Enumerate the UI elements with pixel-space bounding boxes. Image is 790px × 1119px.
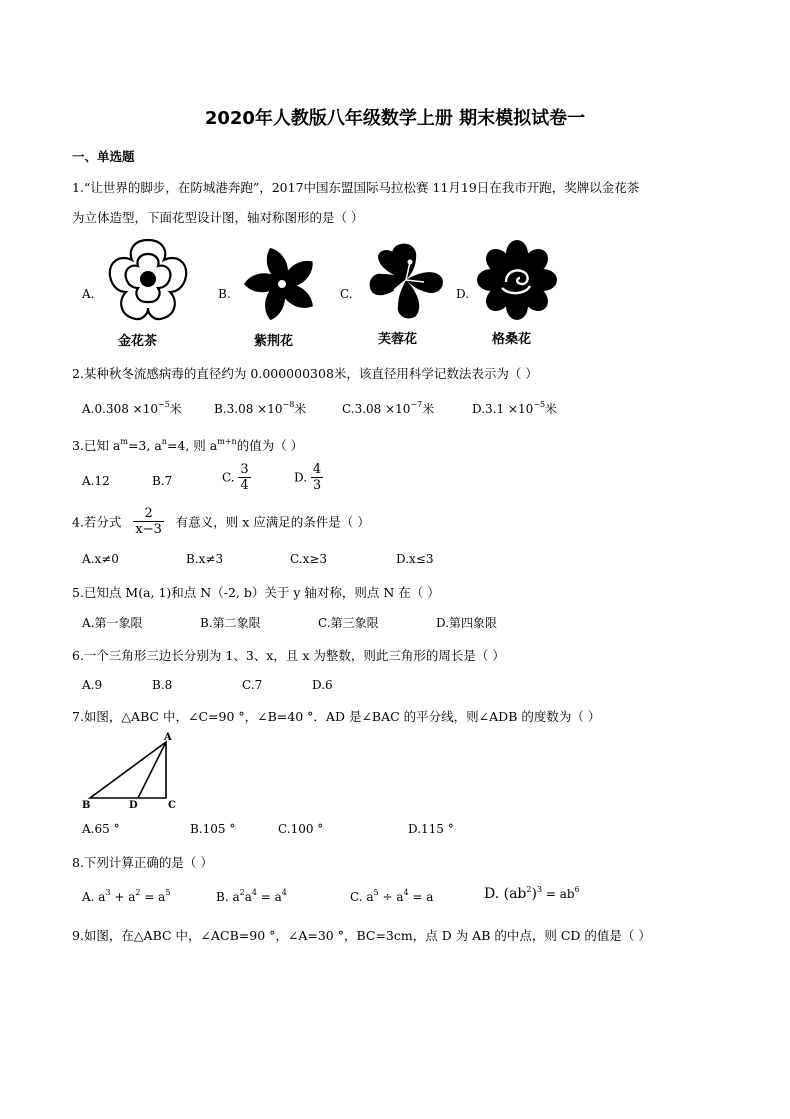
q1-flower-label-d: 格桑花 [492, 332, 532, 347]
q6-text: 6.一个三角形三边长分别为 1、3、x，且 x 为整数，则此三角形的周长是（ ） [72, 648, 505, 663]
q7-option-b: B.105 ° [190, 822, 236, 836]
q4-option-b: B.x≠3 [186, 552, 224, 566]
q5-text: 5.已知点 M(a, 1)和点 N（-2, b）关于 y 轴对称，则点 N 在（ ） [72, 585, 440, 600]
q4-option-d: D.x≤3 [396, 552, 434, 566]
q1-option-d: D. [456, 287, 470, 301]
q6-option-a: A.9 [82, 678, 103, 692]
q8-option-d: D. $(ab^2)^3 = ab^6$ [484, 885, 580, 902]
q2-text: 2.某种秋冬流感病毒的直径约为 0.000000308米，该直径用科学记数法表示为（ ） [72, 366, 538, 381]
q1-line1: 1.“让世界的脚步，在防城港奔跑”，2017中国东盟国际马拉松赛 11月19日在我市开跑，奖牌以金花茶 [72, 180, 640, 195]
q3-option-c: C. $\frac{3}{4}$ [222, 462, 249, 493]
q2-option-d: $D.3.1 \times 10^{-5}$米 [472, 400, 558, 416]
section-heading: 一、单选题 [72, 149, 135, 164]
q1-option-a: A. [82, 287, 95, 301]
q8-text: 8.下列计算正确的是（ ） [72, 855, 213, 870]
label-c: C [168, 800, 176, 811]
gesang-flower-figure [476, 238, 558, 322]
q8-option-a: A. $a^3 + a^2 = a^5$ [82, 888, 171, 904]
q8-option-b: B. $a^2a^4 = a^4$ [216, 888, 287, 904]
hibiscus-flower-figure [366, 240, 446, 324]
q5-option-c: C.第三象限 [318, 616, 379, 630]
q7-option-d: D.115 ° [408, 822, 454, 836]
q9-text: 9.如图，在△ABC 中，∠ACB=90 °，∠A=30 °，BC=3cm，点 D 为 AB 的中点，则 CD 的值是（ ） [72, 928, 651, 943]
q6-option-c: C.7 [242, 678, 263, 692]
q6-option-d: D.6 [312, 678, 333, 692]
q1-option-b: B. [218, 287, 231, 301]
q2-option-b: $B.3.08 \times 10^{-8}$米 [214, 400, 307, 416]
q4-option-a: A.x≠0 [82, 552, 119, 566]
q3-option-a: A.12 [82, 474, 110, 488]
page-title: 2020年人教版八年级数学上册 期末模拟试卷一 [204, 108, 586, 129]
q5-option-a: A.第一象限 [82, 616, 143, 630]
q4-option-c: C.x≥3 [290, 552, 328, 566]
q1-flower-label-b: 紫荆花 [254, 334, 294, 349]
q5-option-b: B.第二象限 [200, 616, 261, 630]
q1-line2: 为立体造型，下面花型设计图，轴对称图形的是（ ） [72, 210, 364, 225]
triangle-abc-figure [80, 730, 190, 814]
q1-option-c: C. [340, 287, 353, 301]
q6-option-b: B.8 [152, 678, 173, 692]
q5-option-d: D.第四象限 [436, 616, 498, 630]
q4-text: 4.若分式 $\frac{2}{x-3}$ 有意义，则 x 应满足的条件是（ ） [72, 506, 370, 537]
q1-flower-label-c: 芙蓉花 [378, 332, 418, 347]
q8-option-c: C. $a^5 \div a^4 = a$ [350, 888, 434, 904]
bauhinia-flower-figure [240, 242, 324, 326]
q2-option-c: $C.3.08 \times 10^{-7}$米 [342, 400, 435, 416]
q3-text: 3.已知 $a^m=3$, $a^n=4$, 则 $a^{m+n}$的值为（ ） [72, 437, 304, 453]
q7-option-c: C.100 ° [278, 822, 324, 836]
label-b: B [82, 800, 91, 811]
camellia-flower-figure [104, 236, 192, 324]
q3-option-d: D. $\frac{4}{3}$ [294, 462, 322, 493]
label-d: D [129, 800, 138, 811]
q2-option-a: $A.0.308 \times 10^{-5}$米 [82, 400, 182, 416]
label-a: A [164, 732, 172, 743]
q7-text: 7.如图，△ABC 中，∠C=90 °，∠B=40 °．AD 是∠BAC 的平分线，则∠ADB 的度数为（ ） [72, 709, 601, 724]
q1-flower-label-a: 金花茶 [118, 334, 158, 349]
q3-option-b: B.7 [152, 474, 173, 488]
q7-option-a: A.65 ° [82, 822, 120, 836]
